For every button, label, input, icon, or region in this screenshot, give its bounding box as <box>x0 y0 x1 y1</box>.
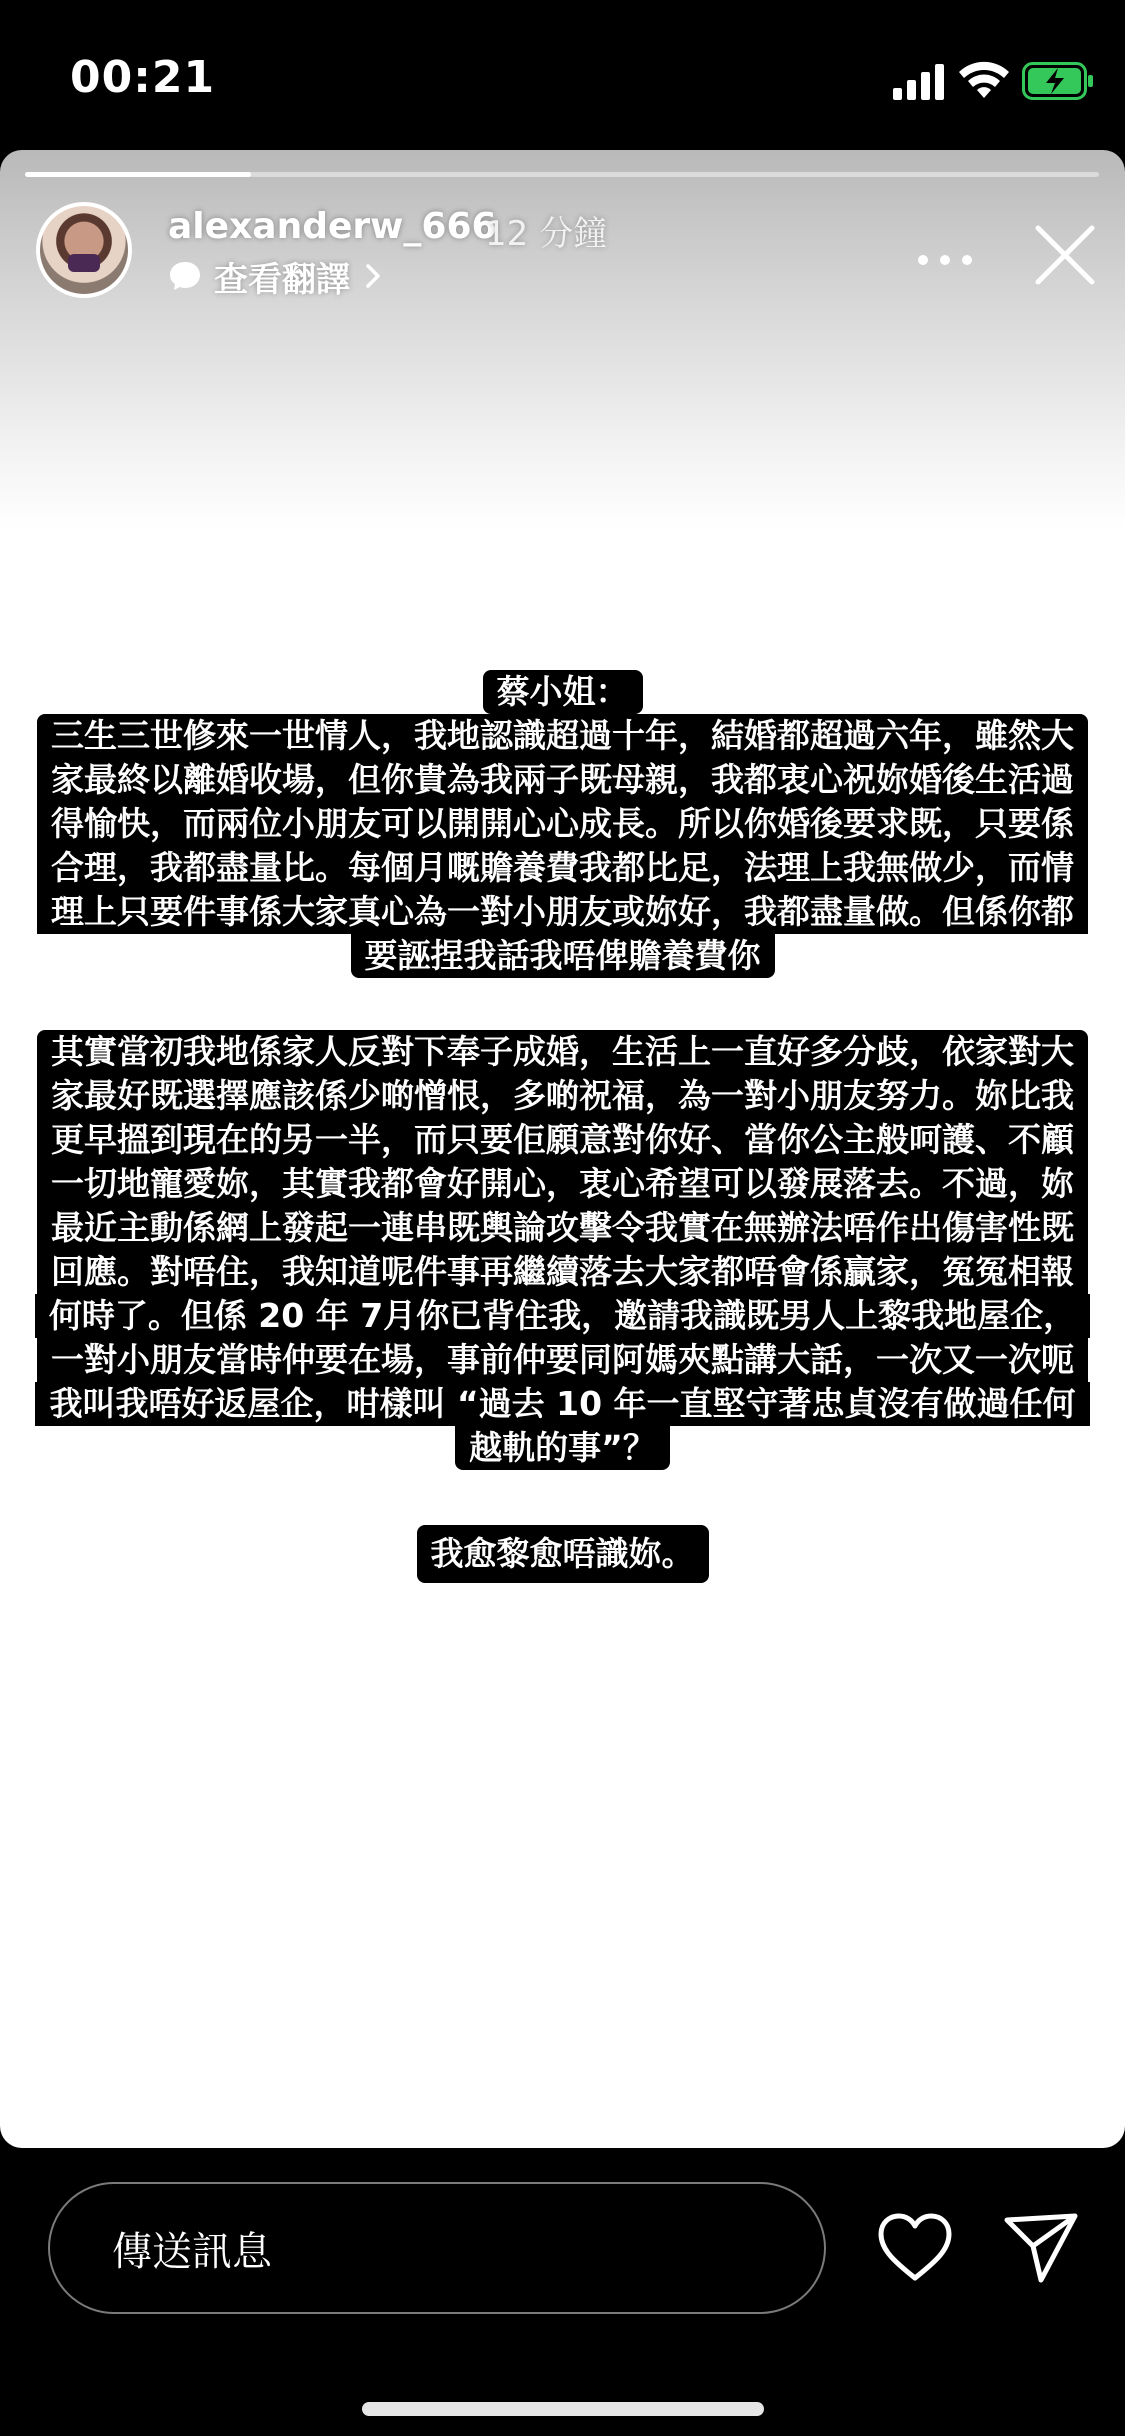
text-line: 我愈黎愈唔識妳。 <box>417 1525 709 1583</box>
text-line: 我叫我唔好返屋企，咁樣叫 “過去 10 年一直堅守著忠貞沒有做過任何 <box>35 1382 1089 1426</box>
text-line: 家最終以離婚收場，但你貴為我兩子既母親，我都衷心祝妳婚後生活過 <box>37 758 1088 802</box>
send-icon <box>1007 2216 1075 2280</box>
status-time: 00:21 <box>70 52 216 103</box>
story-card[interactable] <box>0 150 1125 2148</box>
more-icon <box>918 255 972 265</box>
text-line: 蔡小姐： <box>483 670 643 714</box>
post-time: 12 分鐘 <box>485 214 608 254</box>
wifi-icon <box>958 60 1010 100</box>
story-text-heading <box>0 670 1125 714</box>
chat-bubble-icon <box>168 259 202 293</box>
signal-icon <box>893 64 945 100</box>
text-line: 其實當初我地係家人反對下奉子成婚，生活上一直好多分歧，依家對大 <box>37 1030 1088 1074</box>
story-progress-bar <box>25 172 1099 177</box>
text-line: 家最好既選擇應該係少啲憎恨，多啲祝福，為一對小朋友努力。妳比我 <box>37 1074 1088 1118</box>
text-line: 合理，我都盡量比。每個月嘅贍養費我都比足，法理上我無做少，而情 <box>37 846 1088 890</box>
avatar[interactable] <box>36 202 132 298</box>
text-line: 一對小朋友當時仲要在場，事前仲要同阿媽夾點講大話，一次又一次呃 <box>37 1338 1088 1382</box>
text-line: 一切地寵愛妳，其實我都會好開心，衷心希望可以發展落去。不過，妳 <box>37 1162 1088 1206</box>
text-line: 何時了。但係 20 年 7月你已背住我，邀請我識既男人上黎我地屋企， <box>35 1294 1090 1338</box>
text-line: 更早搵到現在的另一半，而只要佢願意對你好、當你公主般呵護、不顧 <box>37 1118 1088 1162</box>
story-text-paragraph-2 <box>0 1030 1125 1470</box>
story-progress-fill <box>25 172 251 177</box>
story-text-closing <box>0 1525 1125 1583</box>
text-line: 得愉快，而兩位小朋友可以開開心心成長。所以你婚後要求既，只要係 <box>37 802 1088 846</box>
home-indicator[interactable] <box>362 2402 764 2416</box>
text-line: 要誣捏我話我唔俾贍養費你 <box>351 934 775 978</box>
send-message-placeholder: 傳送訊息 <box>112 2228 272 2275</box>
reply-bar <box>0 2148 1125 2436</box>
status-bar <box>0 0 1125 150</box>
heart-icon <box>881 2216 949 2278</box>
more-options-button[interactable] <box>905 240 985 280</box>
close-icon <box>1038 228 1092 282</box>
like-button[interactable] <box>875 2212 955 2284</box>
text-line: 理上只要件事係大家真心為一對小朋友或妳好，我都盡量做。但係你都 <box>37 890 1088 934</box>
close-button[interactable] <box>1030 220 1100 290</box>
avatar-photo <box>40 206 128 294</box>
text-line: 三生三世修來一世情人，我地認識超過十年，結婚都超過六年，雖然大 <box>37 714 1088 758</box>
text-line: 回應。對唔住，我知道呢件事再繼續落去大家都唔會係贏家，冤冤相報 <box>37 1250 1088 1294</box>
battery-charging-icon <box>1022 62 1094 100</box>
text-line: 最近主動係網上發起一連串既輿論攻擊令我實在無辦法唔作出傷害性既 <box>37 1206 1088 1250</box>
see-translation-link[interactable] <box>168 254 384 298</box>
send-button[interactable] <box>1003 2210 1079 2286</box>
send-message-input[interactable] <box>48 2182 826 2314</box>
story-text-paragraph-1 <box>0 714 1125 978</box>
text-line: 越軌的事”？ <box>455 1426 670 1470</box>
username[interactable]: alexanderw_666 <box>168 206 497 247</box>
see-translation-label: 查看翻譯 <box>214 259 350 300</box>
chevron-right-icon <box>362 261 384 291</box>
